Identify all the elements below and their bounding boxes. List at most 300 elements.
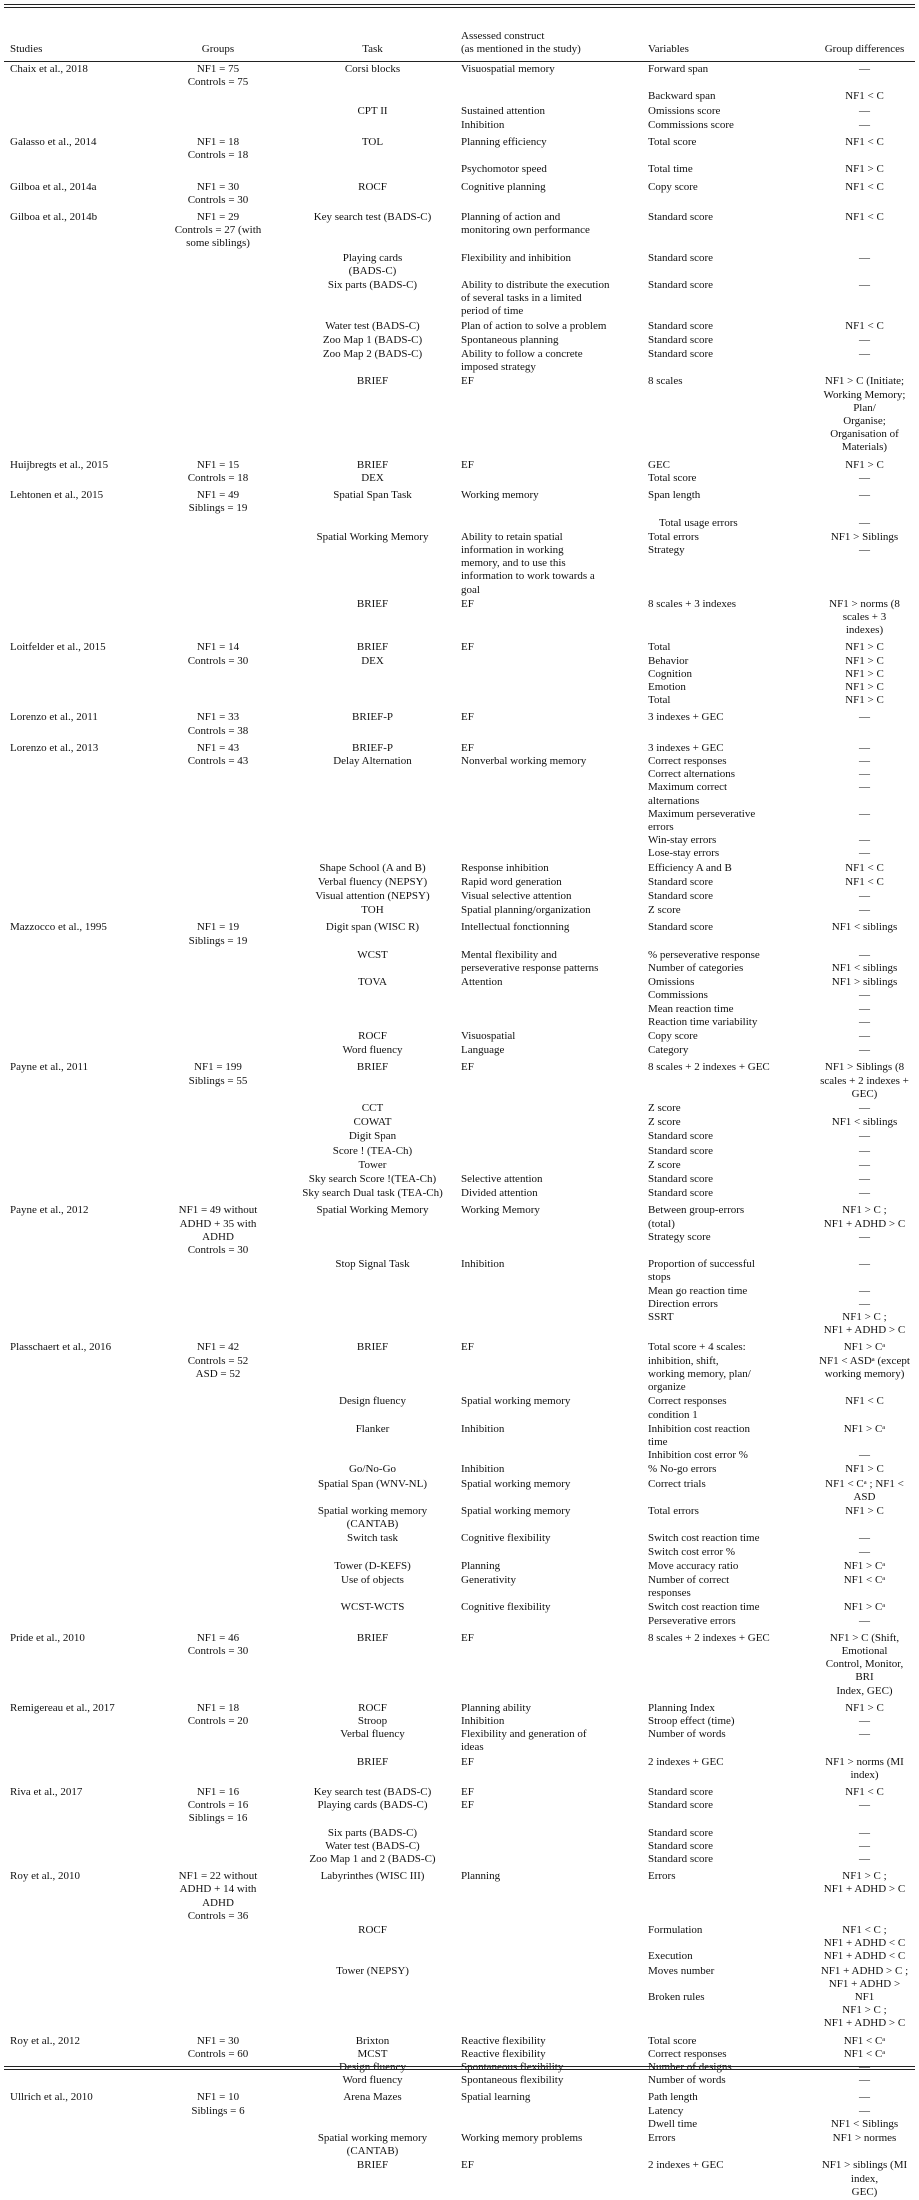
cell-groups: [146, 2132, 288, 2159]
cell-task: Verbal fluency (NEPSY): [317, 875, 428, 888]
cell-construct: Cognitive flexibility: [461, 1601, 551, 1614]
cell-group-differences: NF1 < C: [845, 136, 884, 149]
cell-group-differences: —: [859, 348, 870, 361]
cell-groups: NF1 = 199 Siblings = 55: [188, 1061, 248, 1087]
cell-group-differences: NF1 < Cᵃ ; NF1 < ASD: [825, 1477, 904, 1503]
cell-group-differences: NF1 < C: [845, 1395, 884, 1408]
table-row: [4, 178, 915, 208]
cell-task: Sky search Dual task (TEA-Ch): [302, 1187, 443, 1200]
cell-task: Spatial Working Memory: [316, 530, 429, 543]
cell-construct: Spatial working memory: [461, 1477, 571, 1490]
cell-construct: Sustained attention: [461, 104, 546, 117]
cell-variables: Errors: [648, 2132, 676, 2145]
table-row: [4, 1629, 915, 1699]
cell-study: [4, 1574, 146, 1601]
table-row: [4, 1130, 915, 1144]
cell-variables: Formulation Execution: [648, 1924, 703, 1963]
cell-group-differences: NF1 > siblings — — —: [831, 976, 898, 1028]
cell-groups: NF1 = 18 Controls = 20: [187, 1701, 249, 1727]
cell-task: TOH: [361, 904, 384, 917]
cell-task: Spatial Working Memory: [316, 1204, 429, 1217]
cell-study: [4, 1756, 146, 1783]
cell-task: ROCF: [358, 1924, 387, 1937]
cell-construct: Working memory: [461, 489, 539, 502]
cell-construct: EF: [461, 1631, 474, 1644]
cell-study: Payne et al., 2012: [10, 1204, 89, 1217]
cell-study: [4, 876, 146, 890]
cell-variables: Efficiency A and B: [648, 861, 732, 874]
cell-construct: Working memory problems: [461, 2132, 583, 2145]
header-task: Task: [362, 42, 383, 55]
cell-variables: Omissions Commissions Mean reaction time Reaction time variability: [648, 976, 758, 1028]
table-row: [4, 1058, 915, 1102]
cell-construct: Spatial working memory: [461, 1504, 571, 1517]
cell-groups: [146, 105, 288, 119]
cell-construct: [455, 517, 642, 531]
cell-construct: Planning ability Inhibition Flexibility and generation of ideas: [461, 1701, 587, 1754]
cell-task: Switch task: [346, 1532, 399, 1545]
cell-task: CCT: [361, 1102, 384, 1115]
cell-variables: Standard score: [648, 889, 714, 902]
cell-study: Lorenzo et al., 2013: [10, 741, 99, 754]
cell-variables: GEC Total score: [648, 458, 697, 484]
cell-construct: EF: [461, 2159, 474, 2172]
cell-variables: Total errors Strategy: [648, 530, 699, 556]
cell-variables: 8 scales: [648, 375, 683, 388]
table-row: [4, 1102, 915, 1116]
cell-task: BRIEF DEX: [356, 641, 389, 667]
cell-task: COWAT: [353, 1116, 392, 1129]
cell-group-differences: — —: [859, 1532, 870, 1558]
cell-groups: [146, 904, 288, 918]
cell-variables: Z score: [648, 1102, 681, 1115]
cell-group-differences: NF1 > C (Initiate; Working Memory; Plan/ Organise; Organisation of Materials): [823, 375, 906, 454]
cell-variables: Category: [648, 1044, 689, 1057]
cell-construct: Visual selective attention: [461, 889, 572, 902]
table-row: [4, 638, 915, 708]
cell-group-differences: NF1 + ADHD > C ; NF1 + ADHD > NF1 NF1 > C ; NF1 + ADHD > C: [820, 1964, 909, 2030]
cell-study: [4, 1924, 146, 1965]
cell-task: Word fluency: [342, 1044, 403, 1057]
cell-construct: EF: [461, 1061, 474, 1074]
table-row: [4, 1574, 915, 1601]
cell-study: [4, 1145, 146, 1159]
cell-construct: EF: [461, 375, 474, 388]
table-row: [4, 1827, 915, 1868]
cell-task: Stop Signal Task: [335, 1258, 410, 1271]
cell-study: Galasso et al., 2014: [10, 136, 97, 149]
cell-study: [4, 1532, 146, 1559]
table-row: [4, 890, 915, 904]
cell-variables: Total score: [648, 136, 697, 149]
cell-variables: Number of correct responses: [648, 1573, 730, 1600]
cell-groups: [146, 1560, 288, 1574]
header-variables: Variables: [648, 42, 689, 55]
cell-group-differences: NF1 < C: [845, 180, 884, 193]
cell-study: Gilboa et al., 2014b: [10, 211, 98, 224]
cell-construct: Planning of action and monitoring own performance: [461, 211, 590, 237]
cell-task: WCST: [357, 948, 388, 961]
cell-study: [4, 2159, 146, 2200]
cell-group-differences: NF1 > normes: [832, 2132, 897, 2145]
table-row: [4, 105, 915, 119]
header-group-differences: Group differences: [824, 42, 905, 55]
cell-variables: Move accuracy ratio: [648, 1559, 739, 1572]
cell-group-differences: —: [859, 1102, 870, 1115]
cell-group-differences: —: [859, 333, 870, 346]
cell-groups: [146, 1423, 288, 1464]
cell-construct: [455, 1924, 642, 1965]
cell-study: [4, 1505, 146, 1532]
cell-variables: Total time: [648, 163, 693, 176]
cell-groups: [146, 1173, 288, 1187]
cell-study: Ullrich et al., 2010: [10, 2091, 93, 2104]
cell-construct: Cognitive planning: [461, 180, 546, 193]
cell-variables: Path length Latency Dwell time: [648, 2091, 698, 2130]
cell-study: [4, 1560, 146, 1574]
cell-study: Roy et al., 2010: [10, 1870, 80, 1883]
cell-groups: [146, 375, 288, 455]
table-row: [4, 1699, 915, 1756]
table-row: [4, 1924, 915, 1965]
cell-study: [4, 1601, 146, 1628]
cell-groups: [146, 1145, 288, 1159]
cell-task: Use of objects: [341, 1573, 404, 1586]
cell-variables: Between group-errors (total) Strategy score: [648, 1204, 745, 1243]
cell-group-differences: NF1 < siblings: [831, 921, 898, 934]
cell-study: [4, 1130, 146, 1144]
cell-study: [4, 1463, 146, 1477]
cell-task: Tower (D-KEFS): [334, 1559, 411, 1572]
table-row: [4, 163, 915, 177]
table-row: [4, 918, 915, 948]
cell-variables: 8 scales + 2 indexes + GEC: [648, 1631, 770, 1644]
cell-task: BRIEF-P: [352, 711, 393, 724]
cell-variables: Omissions score: [648, 104, 721, 117]
cell-construct: Ability to retain spatial information in working memory, and to use this information to work towards a goal: [461, 530, 595, 596]
cell-group-differences: NF1 > norms (8 scales + 3 indexes): [829, 597, 900, 637]
cell-study: Loitfelder et al., 2015: [10, 641, 106, 654]
cell-task: Sky search Score !(TEA-Ch): [308, 1173, 437, 1186]
cell-task: Score ! (TEA-Ch): [332, 1144, 413, 1157]
cell-study: Payne et al., 2011: [10, 1061, 89, 1074]
cell-groups: [146, 1463, 288, 1477]
cell-groups: [146, 1532, 288, 1559]
cell-task: Flanker: [355, 1422, 390, 1435]
cell-construct: Plan of action to solve a problem: [461, 319, 607, 332]
cell-group-differences: —: [859, 1130, 870, 1143]
cell-task: BRIEF: [356, 1341, 389, 1354]
cell-task: [288, 119, 455, 133]
cell-study: [4, 1159, 146, 1173]
cell-construct: Planning: [461, 1870, 501, 1883]
table-row: [4, 2132, 915, 2159]
cell-groups: [146, 1159, 288, 1173]
cell-groups: [146, 334, 288, 348]
cell-groups: NF1 = 19 Siblings = 19: [188, 921, 248, 947]
cell-variables: 2 indexes + GEC: [648, 2159, 724, 2172]
cell-group-differences: —: [859, 1030, 870, 1043]
cell-construct: Response inhibition: [461, 861, 549, 874]
cell-study: [4, 1423, 146, 1464]
cell-group-differences: NF1 > C —: [845, 458, 884, 484]
bottom-rule-double: [4, 2069, 915, 2070]
cell-task: BRIEF: [356, 1755, 389, 1768]
cell-groups: NF1 = 75 Controls = 75: [187, 63, 249, 89]
cell-group-differences: NF1 < Cᵃ: [843, 1573, 886, 1586]
cell-task: Spatial Span Task: [333, 489, 412, 502]
table-row: [4, 1044, 915, 1058]
cell-variables: 3 indexes + GEC: [648, 711, 724, 724]
cell-variables: Standard score: [648, 319, 714, 332]
cell-construct: Cognitive flexibility: [461, 1532, 551, 1545]
cell-groups: [146, 1258, 288, 1338]
cell-study: Mazzocco et al., 1995: [10, 921, 107, 934]
cell-construct: Spontaneous planning: [461, 333, 559, 346]
cell-study: [4, 976, 146, 1030]
cell-construct: Planning: [461, 1559, 501, 1572]
cell-groups: [146, 279, 288, 320]
cell-construct: Ability to follow a concrete imposed strategy: [461, 348, 583, 374]
cell-study: [4, 598, 146, 639]
cell-task: Visual attention (NEPSY): [315, 889, 430, 902]
cell-study: [4, 904, 146, 918]
cell-groups: [146, 252, 288, 279]
top-rule: [4, 4, 915, 5]
cell-variables: 8 scales + 2 indexes + GEC: [648, 1061, 770, 1074]
cell-study: Lehtonen et al., 2015: [10, 489, 104, 502]
cell-construct: [455, 1965, 642, 2032]
table-row: [4, 1159, 915, 1173]
cell-construct: [455, 1130, 642, 1144]
cell-groups: [146, 1102, 288, 1116]
cell-groups: [146, 1574, 288, 1601]
cell-construct: Language: [461, 1044, 505, 1057]
cell-study: Lorenzo et al., 2011: [10, 711, 98, 724]
cell-task: Tower: [358, 1158, 387, 1171]
cell-task: Zoo Map 1 (BADS-C): [322, 333, 423, 346]
cell-groups: [146, 1601, 288, 1628]
table-row: [4, 133, 915, 163]
cell-study: [4, 90, 146, 104]
cell-groups: [146, 976, 288, 1030]
cell-variables: Errors: [648, 1870, 676, 1883]
cell-task: BRIEF-P Delay Alternation: [333, 741, 412, 767]
cell-group-differences: NF1 > C ; NF1 + ADHD > C: [823, 1870, 906, 1896]
cell-group-differences: NF1 < C —: [845, 1785, 884, 1812]
cell-task: Spatial working memory (CANTAB): [317, 1504, 428, 1531]
table-row: [4, 320, 915, 334]
cell-study: Huijbregts et al., 2015: [10, 458, 109, 471]
cell-study: [4, 348, 146, 375]
cell-task: [288, 163, 455, 177]
cell-variables: Total errors: [648, 1504, 699, 1517]
cell-study: Riva et al., 2017: [10, 1785, 83, 1798]
cell-group-differences: NF1 > C (Shift, Emotional Control, Monitor, BRI Index, GEC): [825, 1631, 904, 1697]
cell-variables: Correct trials: [648, 1477, 706, 1490]
cell-group-differences: NF1 > norms (MI index): [825, 1755, 904, 1781]
cell-groups: [146, 348, 288, 375]
cell-groups: NF1 = 30 Controls = 60: [187, 2034, 249, 2060]
cell-construct: Flexibility and inhibition: [461, 251, 571, 264]
cell-variables: Z score: [648, 1158, 681, 1171]
table-row: [4, 1258, 915, 1338]
cell-task: Shape School (A and B): [319, 861, 426, 874]
cell-task: Design fluency: [339, 1395, 406, 1408]
cell-group-differences: NF1 < C: [845, 319, 884, 332]
cell-variables: Switch cost reaction time Switch cost error %: [648, 1532, 760, 1558]
cell-group-differences: NF1 > Cᵃ NF1 < ASDᵃ (except working memory): [819, 1341, 910, 1380]
cell-study: [4, 1258, 146, 1338]
cell-groups: NF1 = 18 Controls = 18: [187, 136, 249, 162]
table-row: [4, 119, 915, 133]
cell-variables: Total score + 4 scales: inhibition, shift, working memory, plan/ organize: [648, 1341, 751, 1394]
cell-group-differences: NF1 < Cᵃ NF1 < Cᵃ — —: [843, 2034, 886, 2087]
cell-variables: Proportion of successful stops Mean go reaction time Direction errors SSRT: [648, 1258, 755, 1324]
cell-task: Key search test (BADS-C): [313, 211, 432, 224]
table-row: [4, 1395, 915, 1422]
cell-construct: [455, 1116, 642, 1130]
cell-groups: [146, 1130, 288, 1144]
cell-groups: [146, 517, 288, 531]
cell-variables: Correct responses condition 1: [648, 1395, 727, 1421]
cell-task: CPT II: [357, 104, 388, 117]
cell-study: [4, 105, 146, 119]
cell-groups: [146, 163, 288, 177]
cell-groups: [146, 320, 288, 334]
table-row: [4, 456, 915, 486]
cell-construct: EF Nonverbal working memory: [461, 741, 587, 767]
cell-study: [4, 1187, 146, 1201]
cell-groups: [146, 1030, 288, 1044]
cell-study: [4, 334, 146, 348]
cell-task: Digit span (WISC R): [325, 921, 420, 934]
cell-variables: Standard score: [648, 1144, 714, 1157]
cell-construct: Intellectual fonctionning: [461, 921, 570, 934]
cell-variables: Total Behavior Cognition Emotion Total: [648, 641, 693, 707]
cell-groups: NF1 = 49 without ADHD + 35 with ADHD Controls = 30: [178, 1204, 258, 1257]
cell-task: BRIEF DEX: [356, 458, 389, 484]
cell-group-differences: —: [859, 118, 870, 131]
table-row: [4, 1965, 915, 2032]
table-row: [4, 1116, 915, 1130]
cell-group-differences: — — NF1 < Siblings: [830, 2091, 899, 2130]
cell-variables: Span length: [648, 489, 701, 502]
table-row: [4, 1173, 915, 1187]
cell-groups: [146, 1395, 288, 1422]
cell-groups: [146, 1187, 288, 1201]
cell-variables: Total score Correct responses Number of designs Number of words: [648, 2034, 732, 2087]
cell-groups: [146, 890, 288, 904]
cell-group-differences: NF1 > C NF1 > C NF1 > C NF1 > C NF1 > C: [845, 641, 884, 707]
cell-study: [4, 119, 146, 133]
cell-task: Playing cards (BADS-C): [342, 251, 403, 277]
cell-task: Spatial Span (WNV-NL): [318, 1477, 427, 1490]
cell-construct: Divided attention: [461, 1187, 538, 1200]
cell-study: [4, 1478, 146, 1505]
cell-task: Go/No-Go: [348, 1463, 397, 1476]
cell-group-differences: —: [859, 489, 870, 502]
table-row: [4, 208, 915, 252]
cell-groups: NF1 = 22 without ADHD + 14 with ADHD Controls = 36: [178, 1870, 258, 1922]
cell-groups: [146, 949, 288, 976]
cell-construct: EF: [461, 641, 474, 654]
cell-groups: [146, 1827, 288, 1868]
cell-study: [4, 320, 146, 334]
cell-study: [4, 1173, 146, 1187]
cell-group-differences: —: [859, 1187, 870, 1200]
cell-group-differences: —: [859, 1144, 870, 1157]
cell-variables: Inhibition cost reaction time Inhibition cost error %: [648, 1422, 751, 1462]
table-row: [4, 1423, 915, 1464]
cell-construct: [455, 1159, 642, 1173]
cell-variables: Moves number Broken rules: [648, 1964, 715, 2004]
cell-study: [4, 2132, 146, 2159]
cell-task: Six parts (BADS-C) Water test (BADS-C) Zoo Map 1 and 2 (BADS-C): [309, 1826, 436, 1865]
cell-variables: Standard score: [648, 875, 714, 888]
cell-study: [4, 949, 146, 976]
cell-variables: Standard score: [648, 333, 714, 346]
cell-groups: NF1 = 46 Controls = 30: [187, 1631, 249, 1657]
cell-group-differences: NF1 < C: [845, 861, 884, 874]
cell-group-differences: NF1 > Cᵃ —: [843, 1601, 886, 1627]
cell-group-differences: NF1 > Siblings (8 scales + 2 indexes + GEC): [820, 1061, 909, 1100]
table-row: [4, 517, 915, 531]
cell-construct: [455, 1145, 642, 1159]
cell-group-differences: —: [859, 279, 870, 292]
cell-group-differences: — — — — — — —: [859, 741, 870, 860]
cell-variables: Standard score: [648, 1187, 714, 1200]
cell-study: [4, 531, 146, 598]
cell-study: [4, 279, 146, 320]
cell-construct: Spatial working memory: [461, 1395, 571, 1408]
cell-groups: NF1 = 49 Siblings = 19: [188, 489, 248, 515]
table-row: [4, 876, 915, 890]
cell-study: [4, 1044, 146, 1058]
cell-construct: Rapid word generation: [461, 875, 562, 888]
cell-study: [4, 375, 146, 455]
studies-table: [4, 6, 915, 2200]
cell-construct: [455, 1102, 642, 1116]
table-row: [4, 2088, 915, 2132]
cell-group-differences: — NF1 < siblings: [831, 948, 898, 974]
cell-groups: NF1 = 30 Controls = 30: [187, 180, 249, 206]
table-row: [4, 90, 915, 104]
cell-variables: Planning Index Stroop effect (time) Number of words: [648, 1701, 735, 1741]
cell-variables: Backward span: [648, 90, 716, 103]
cell-group-differences: —: [859, 1044, 870, 1057]
cell-construct: [455, 90, 642, 104]
cell-task: ROCF: [358, 1030, 387, 1043]
cell-group-differences: —: [859, 1173, 870, 1186]
table-row: [4, 1560, 915, 1574]
cell-group-differences: —: [859, 904, 870, 917]
cell-variables: % perseverative response Number of categories: [648, 948, 760, 974]
table-row: [4, 739, 915, 862]
cell-group-differences: NF1 > Siblings —: [830, 530, 899, 556]
cell-group-differences: —: [859, 711, 870, 724]
cell-construct: Attention: [461, 976, 503, 989]
table-body: [4, 60, 915, 2200]
cell-construct: Mental flexibility and perseverative response patterns: [461, 948, 599, 974]
cell-variables: Z score: [648, 1116, 681, 1129]
cell-group-differences: NF1 < siblings: [831, 1116, 898, 1129]
cell-groups: NF1 = 42 Controls = 52 ASD = 52: [187, 1341, 249, 1380]
table-row: [4, 1532, 915, 1559]
table-row: [4, 2159, 915, 2200]
cell-construct: Spatial learning: [461, 2091, 531, 2104]
cell-study: [4, 1965, 146, 2032]
